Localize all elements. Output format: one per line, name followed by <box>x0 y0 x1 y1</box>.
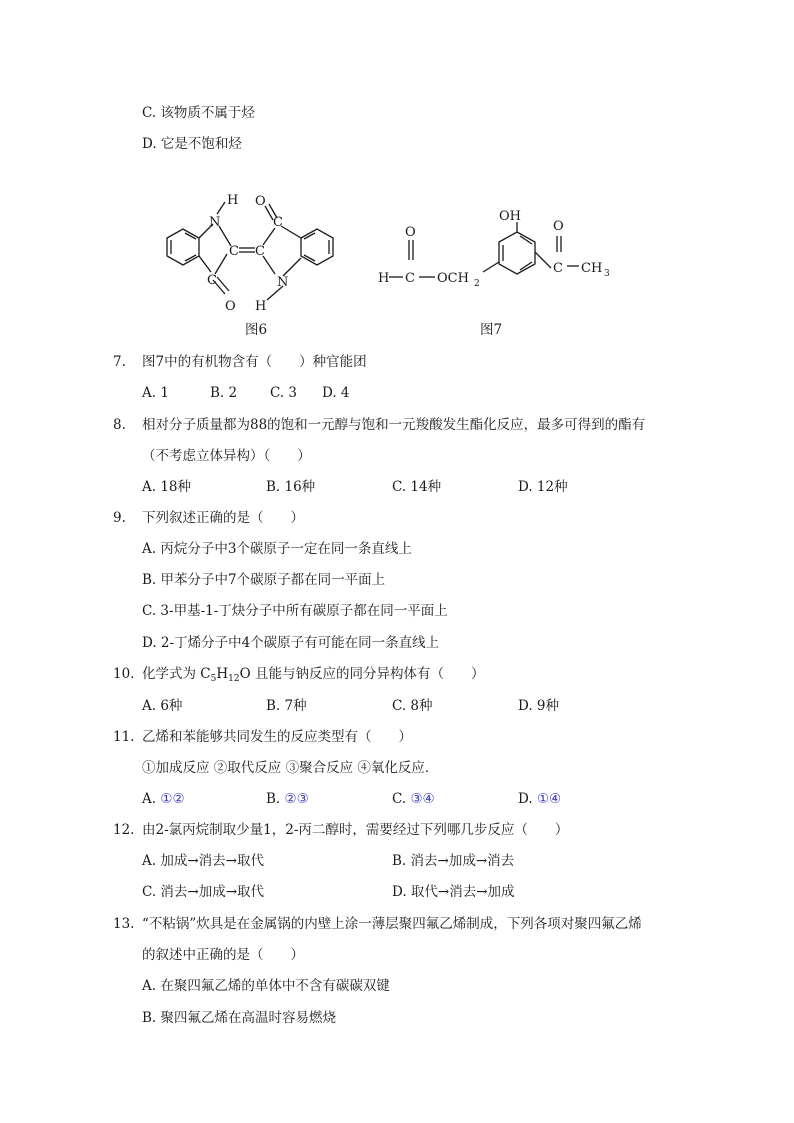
question-13-number: 13. <box>113 916 135 932</box>
fig7-label-oh: OH <box>499 209 521 224</box>
fig6-atom-c-low: C <box>207 273 217 288</box>
question-7-number: 7. <box>113 354 126 370</box>
fig7-label-ch3-sub: 3 <box>604 269 610 279</box>
question-7-option-d: D. 4 <box>322 385 350 401</box>
fig7-label-och2-sub: 2 <box>474 279 480 289</box>
question-10-stem: 化学式为 $C_5H_{12}O$ 且能与钠反应的同分异构体有（ ） <box>142 666 485 684</box>
question-9-option-d: D. 2-丁烯分子中4个碳原子有可能在同一条直线上 <box>142 635 440 651</box>
question-7-option-b: B. 2 <box>210 385 238 401</box>
question-13-stem: “不粘锅”炊具是在金属锅的内壁上涂一薄层聚四氟乙烯制成，下列各项对聚四氟乙烯 <box>142 916 642 932</box>
fig7-label-c-left: C <box>405 271 415 286</box>
question-8-number: 8. <box>113 417 126 433</box>
question-12-option-a: A. 加成→消去→取代 <box>142 853 264 869</box>
question-9-stem: 下列叙述正确的是（ ） <box>142 510 304 526</box>
question-8-option-c: C. 14种 <box>392 479 442 495</box>
question-8-option-b: B. 16种 <box>266 479 316 495</box>
question-11-number: 11. <box>113 729 135 745</box>
question-8-option-a: A. 18种 <box>142 479 192 495</box>
question-7-option-a: A. 1 <box>142 385 169 401</box>
question-13-stem-cont: 的叙述中正确的是（ ） <box>142 947 304 963</box>
fig6-atom-c-up: C <box>273 215 283 230</box>
question-12-option-c: C. 消去→加成→取代 <box>142 884 265 900</box>
fig6-atom-n-bot: N <box>277 275 289 290</box>
figure-7-caption: 图7 <box>480 322 503 338</box>
fig6-atom-h-top: H <box>227 193 239 208</box>
question-11-option-d: D. ①④ <box>518 791 562 807</box>
fig6-atom-o-top: O <box>255 194 266 209</box>
question-7-option-c: C. 3 <box>270 385 298 401</box>
question-11-reaction-list: ①加成反应 ②取代反应 ③聚合反应 ④氧化反应． <box>142 760 439 776</box>
question-12-option-d: D. 取代→消去→加成 <box>392 884 515 900</box>
question-10-option-b: B. 7种 <box>266 698 307 714</box>
question-12-option-b: B. 消去→加成→消去 <box>392 853 515 869</box>
fig7-label-o-left: O <box>405 225 416 240</box>
fig7-label-o-right: O <box>553 219 564 234</box>
question-9-option-c: C. 3-甲基-1-丁炔分子中所有碳原子都在同一平面上 <box>142 603 448 619</box>
question-12-number: 12. <box>113 822 135 838</box>
question-8-stem: 相对分子质量都为88的饱和一元醇与饱和一元羧酸发生酯化反应，最多可得到的酯有 <box>142 417 646 433</box>
figure-7-structure <box>375 200 625 305</box>
question-10-option-c: C. 8种 <box>392 698 433 714</box>
question-12-stem: 由2-氯丙烷制取少量1，2-丙二醇时，需要经过下列哪几步反应（ ） <box>142 822 569 838</box>
fig7-label-c-right: C <box>553 261 563 276</box>
fig6-atom-n-top: N <box>209 215 221 230</box>
question-11-option-a: A. ①② <box>142 791 185 807</box>
question-9-option-b: B. 甲苯分子中7个碳原子都在同一平面上 <box>142 572 386 588</box>
fig7-label-och2: OCH <box>437 271 469 286</box>
question-10-option-d: D. 9种 <box>518 698 560 714</box>
question-13-option-a: A. 在聚四氟乙烯的单体中不含有碳碳双键 <box>142 978 390 994</box>
question-7-stem: 图7中的有机物含有（ ）种官能团 <box>142 354 367 370</box>
fig6-atom-c-mid1: C <box>229 244 239 259</box>
question-9-option-a: A. 丙烷分子中3个碳原子一定在同一条直线上 <box>142 541 412 557</box>
fig7-label-ch3: CH <box>581 261 603 276</box>
question-9-number: 9. <box>113 510 126 526</box>
question-11-option-b: B. ②③ <box>266 791 309 807</box>
q6-option-c: C. 该物质不属于烃 <box>142 105 255 121</box>
fig6-atom-h-bot: H <box>255 299 267 314</box>
fig7-label-h: H <box>378 271 390 286</box>
q6-option-d: D. 它是不饱和烃 <box>142 136 242 152</box>
figure-6-structure <box>155 188 345 318</box>
fig6-atom-o-bot: O <box>225 299 236 314</box>
question-8-stem-cont: （不考虑立体异构）（ ） <box>142 448 311 464</box>
question-11-stem: 乙烯和苯能够共同发生的反应类型有（ ） <box>142 729 412 745</box>
question-8-option-d: D. 12种 <box>518 479 568 495</box>
question-10-number: 10. <box>113 666 135 682</box>
question-10-option-a: A. 6种 <box>142 698 183 714</box>
figure-6-caption: 图6 <box>245 322 268 338</box>
question-13-option-b: B. 聚四氟乙烯在高温时容易燃烧 <box>142 1010 337 1026</box>
fig6-atom-c-mid2: C <box>255 244 265 259</box>
question-11-option-c: C. ③④ <box>392 791 435 807</box>
